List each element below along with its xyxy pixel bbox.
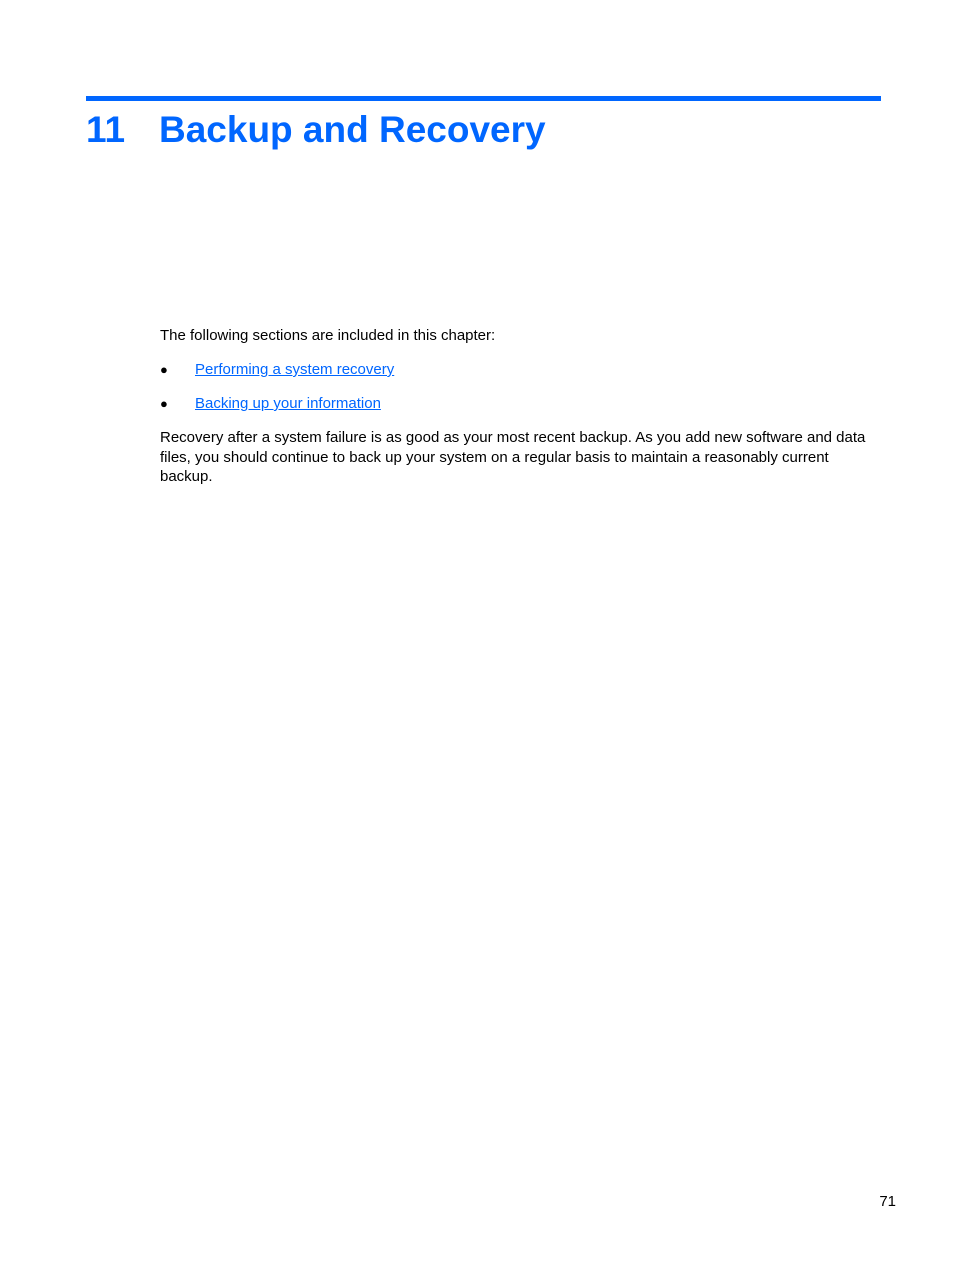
bullet-icon: ● bbox=[160, 396, 168, 411]
link-backing-up-information[interactable]: Backing up your information bbox=[195, 395, 381, 412]
bullet-icon: ● bbox=[160, 362, 168, 377]
section-list bbox=[160, 360, 394, 428]
chapter-title: Backup and Recovery bbox=[159, 109, 546, 150]
chapter-heading bbox=[86, 106, 546, 154]
list-item bbox=[160, 394, 394, 414]
page-number: 71 bbox=[879, 1193, 896, 1210]
chapter-heading-rule bbox=[86, 96, 881, 101]
chapter-number: 11 bbox=[86, 109, 126, 150]
recovery-paragraph: Recovery after a system failure is as good as your most recent backup. As you add new software and data files, you should continue to back up your system on a regular basis to maintain a reasonably current backup. bbox=[160, 429, 866, 485]
intro-paragraph: The following sections are included in this chapter: bbox=[160, 327, 496, 344]
list-item bbox=[160, 360, 394, 380]
link-performing-system-recovery[interactable]: Performing a system recovery bbox=[195, 361, 395, 378]
